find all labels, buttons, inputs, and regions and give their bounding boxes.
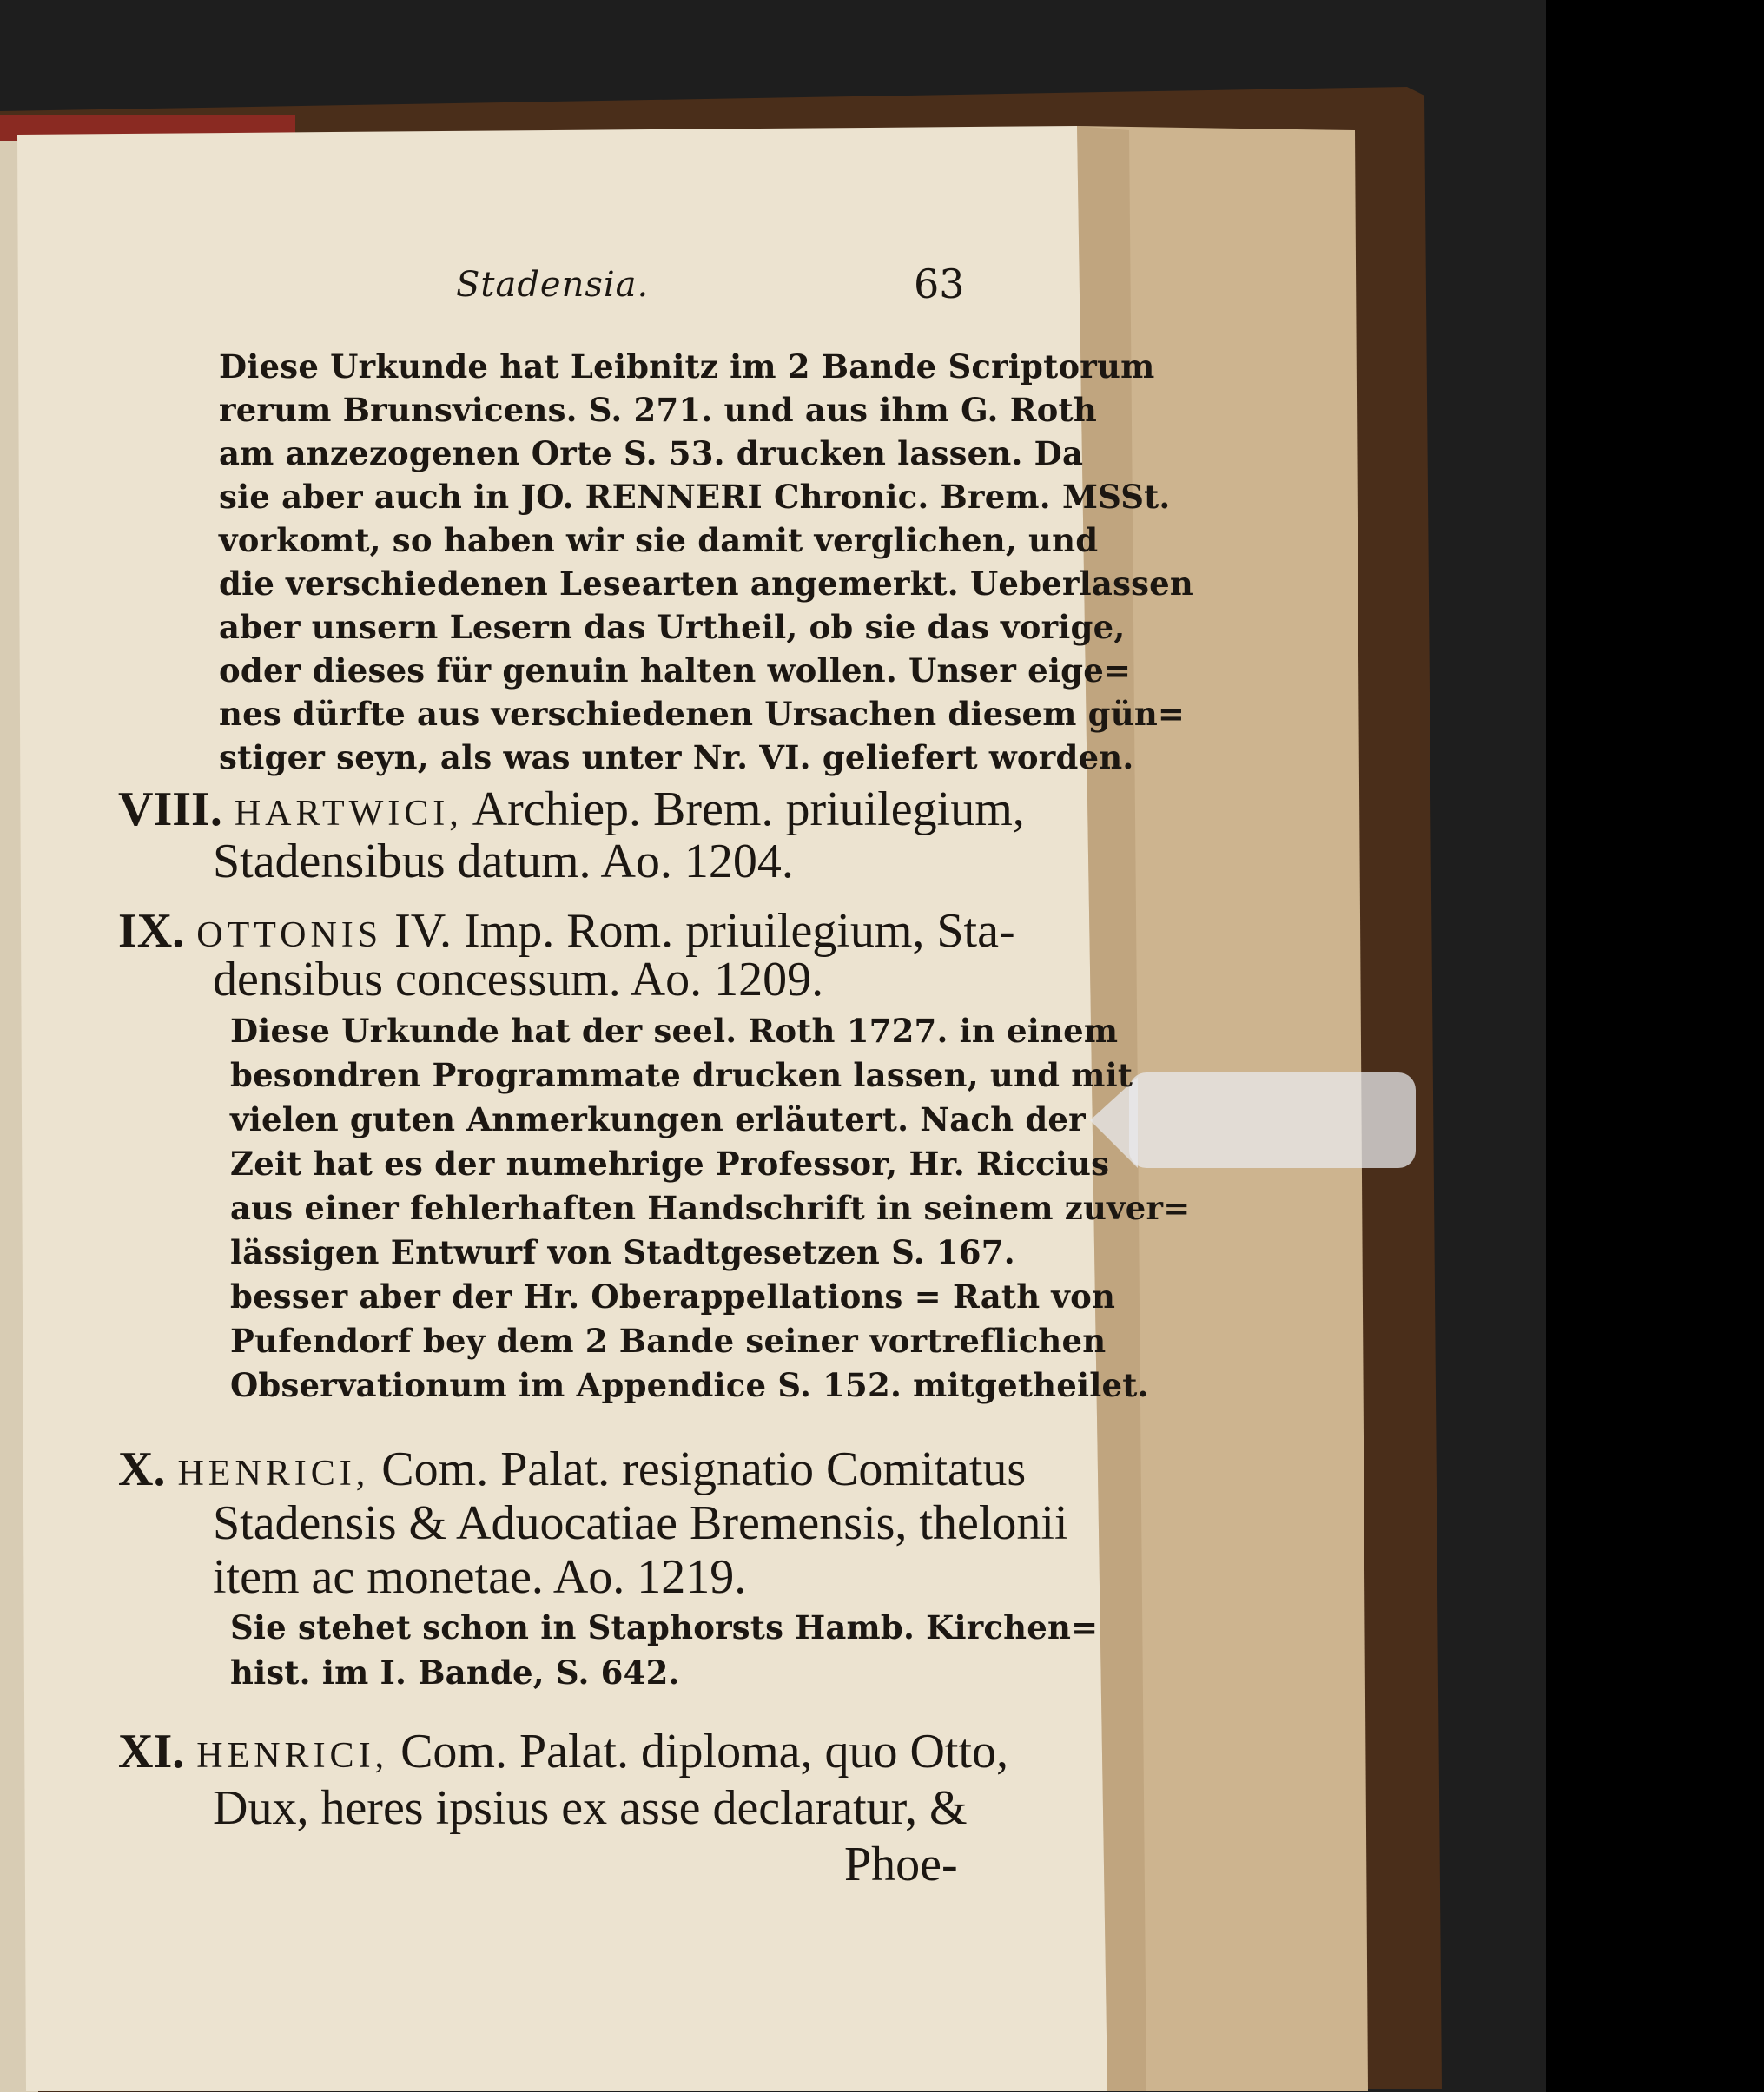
text-line: Dux, heres ipsius ex asse declaratur, & bbox=[213, 1781, 968, 1835]
entry-heading bbox=[118, 1724, 1008, 1779]
text-line: Zeit hat es der numehrige Professor, Hr. Riccius bbox=[230, 1145, 1110, 1183]
text-line: besser aber der Hr. Oberappellations = Rath von bbox=[230, 1277, 1116, 1316]
entry-name: HENRICI, bbox=[177, 1454, 370, 1494]
text-line: lässigen Entwurf von Stadtgesetzen S. 167. bbox=[230, 1233, 1015, 1271]
entry-text: IV. Imp. Rom. priuilegium, Sta- bbox=[394, 904, 1015, 958]
text-line: hist. im I. Bande, S. 642. bbox=[230, 1653, 680, 1692]
entry-heading bbox=[118, 782, 1025, 837]
entry-name: OTTONIS bbox=[196, 915, 383, 955]
text-line: am anzezogenen Orte S. 53. drucken lassen. Da bbox=[219, 434, 1084, 472]
entry-name: HARTWICI, bbox=[234, 794, 463, 834]
text-line: Sie stehet schon in Staphorsts Hamb. Kirchen= bbox=[230, 1608, 1099, 1647]
text-line: rerum Brunsvicens. S. 271. und aus ihm G. Roth bbox=[219, 391, 1097, 429]
text-line: nes dürfte aus verschiedenen Ursachen diesem gün= bbox=[219, 695, 1186, 733]
catchword: Phoe- bbox=[844, 1838, 958, 1891]
entry-text: Com. Palat. resignatio Comitatus bbox=[381, 1442, 1027, 1496]
entry-heading bbox=[118, 1442, 1026, 1497]
entry-text: Com. Palat. diploma, quo Otto, bbox=[400, 1725, 1009, 1779]
entry-text: Archiep. Brem. priuilegium, bbox=[472, 782, 1025, 836]
entry-numeral: X. bbox=[118, 1442, 166, 1496]
text-line: die verschiedenen Lesearten angemerkt. Ueberlassen bbox=[219, 564, 1193, 603]
text-line: Stadensis & Aduocatiae Bremensis, thelonii bbox=[213, 1496, 1068, 1550]
entry-name: HENRICI, bbox=[196, 1736, 389, 1776]
entry-numeral: VIII. bbox=[118, 782, 222, 836]
text-line: besondren Programmate drucken lassen, und mit bbox=[230, 1056, 1133, 1094]
text-line: aus einer fehlerhaften Handschrift in seinem zuver= bbox=[230, 1189, 1191, 1227]
text-line: Diese Urkunde hat Leibnitz im 2 Bande Scriptorum bbox=[219, 347, 1155, 386]
text-line: oder dieses für genuin halten wollen. Unser eige= bbox=[219, 651, 1132, 690]
text-line: sie aber auch in JO. RENNERI Chronic. Brem. MSSt. bbox=[219, 478, 1171, 516]
text-line: Stadensibus datum. Ao. 1204. bbox=[213, 835, 794, 888]
entry-numeral: IX. bbox=[118, 904, 185, 958]
text-line: densibus concessum. Ao. 1209. bbox=[213, 953, 824, 1006]
text-line: aber unsern Lesern das Urtheil, ob sie das vorige, bbox=[219, 608, 1126, 646]
text-line: stiger seyn, als was unter Nr. VI. geliefert worden. bbox=[219, 738, 1134, 776]
running-header: Stadensia. bbox=[456, 265, 650, 305]
page-number: 63 bbox=[914, 261, 965, 307]
text-line: item ac monetae. Ao. 1219. bbox=[213, 1550, 747, 1604]
text-line: Diese Urkunde hat der seel. Roth 1727. in einem bbox=[230, 1012, 1119, 1050]
text-line: Observationum im Appendice S. 152. mitgetheilet. bbox=[230, 1366, 1149, 1404]
bookmark-clip bbox=[1129, 1072, 1416, 1168]
text-line: vorkomt, so haben wir sie damit verglichen, und bbox=[219, 521, 1099, 559]
text-line: Pufendorf bey dem 2 Bande seiner vortreflichen bbox=[230, 1322, 1107, 1360]
entry-numeral: XI. bbox=[118, 1725, 185, 1779]
black-side-strip bbox=[1546, 0, 1764, 2092]
text-line: vielen guten Anmerkungen erläutert. Nach der bbox=[230, 1100, 1086, 1138]
entry-heading bbox=[118, 903, 1015, 959]
